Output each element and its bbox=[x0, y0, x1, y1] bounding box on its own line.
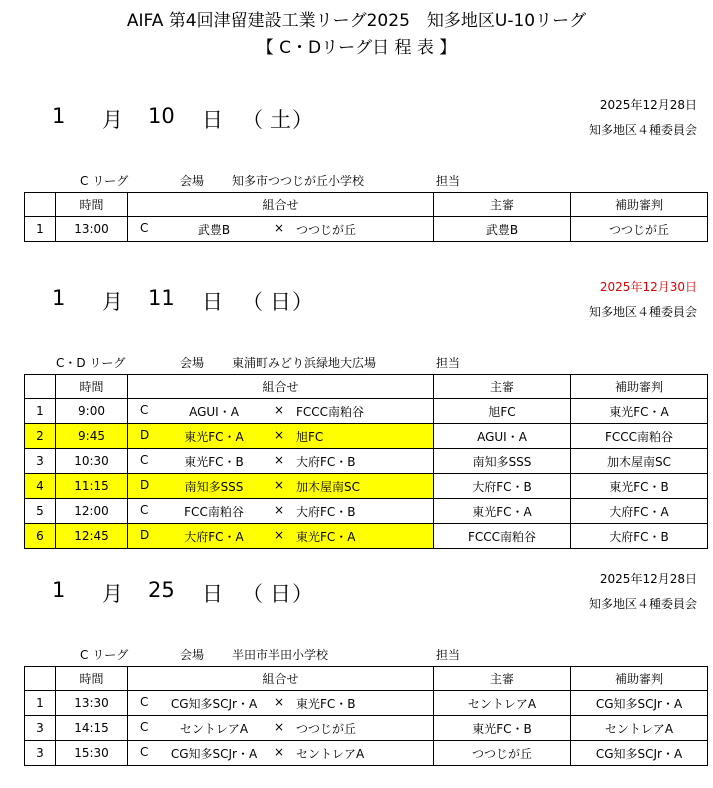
home-team: FCC南粕谷 bbox=[184, 505, 244, 519]
header-assistant: 補助審判 bbox=[571, 193, 708, 217]
header-time: 時間 bbox=[56, 193, 128, 217]
kickoff-time: 10:30 bbox=[56, 449, 128, 474]
date-open: （ bbox=[242, 582, 263, 606]
assistant-referee: つつじが丘 bbox=[571, 217, 708, 242]
referee: FCCC南粕谷 bbox=[434, 524, 571, 549]
table-row bbox=[25, 524, 708, 549]
date-month-num: 1 bbox=[52, 286, 66, 310]
away-team: つつじが丘 bbox=[296, 223, 357, 237]
issued-date: 2025年12月30日 bbox=[599, 280, 697, 294]
header-referee: 主審 bbox=[434, 193, 571, 217]
date-day-kanji: 日 bbox=[202, 582, 223, 606]
versus-mark: × bbox=[274, 453, 285, 467]
kickoff-time: 12:00 bbox=[56, 499, 128, 524]
table-row bbox=[25, 691, 708, 716]
date-heading bbox=[0, 286, 500, 316]
division: D bbox=[140, 528, 150, 542]
table-row bbox=[25, 499, 708, 524]
versus-mark: × bbox=[274, 745, 285, 759]
table-header-row bbox=[25, 667, 708, 691]
table-row bbox=[25, 217, 708, 242]
date-month-kanji: 月 bbox=[102, 582, 123, 606]
header-no bbox=[25, 667, 56, 691]
match-number: 3 bbox=[25, 716, 56, 741]
away-team: 旭FC bbox=[296, 430, 324, 444]
venue-line bbox=[0, 354, 713, 370]
venue-name: 知多市つつじが丘小学校 bbox=[232, 174, 365, 188]
date-weekday: 日 bbox=[270, 582, 291, 606]
match-pairing bbox=[128, 499, 434, 524]
versus-mark: × bbox=[274, 528, 285, 542]
match-pairing bbox=[128, 424, 434, 449]
referee: 大府FC・B bbox=[434, 474, 571, 499]
header-no bbox=[25, 193, 56, 217]
kickoff-time: 11:15 bbox=[56, 474, 128, 499]
date-close: ） bbox=[292, 290, 313, 314]
division: C bbox=[140, 745, 149, 759]
match-number: 1 bbox=[25, 399, 56, 424]
in-charge-label: 担当 bbox=[436, 174, 461, 188]
kickoff-time: 15:30 bbox=[56, 741, 128, 766]
referee: 南知多SSS bbox=[434, 449, 571, 474]
table-row bbox=[25, 716, 708, 741]
match-pairing bbox=[128, 217, 434, 242]
header-assistant: 補助審判 bbox=[571, 667, 708, 691]
committee-name: 知多地区４種委員会 bbox=[588, 305, 697, 319]
date-heading bbox=[0, 578, 500, 608]
versus-mark: × bbox=[274, 478, 285, 492]
versus-mark: × bbox=[274, 428, 285, 442]
match-pairing bbox=[128, 691, 434, 716]
division: D bbox=[140, 428, 150, 442]
date-open: （ bbox=[242, 108, 263, 132]
versus-mark: × bbox=[274, 221, 285, 235]
referee: つつじが丘 bbox=[434, 741, 571, 766]
referee: 武豊B bbox=[434, 217, 571, 242]
match-number: 4 bbox=[25, 474, 56, 499]
date-month-num: 1 bbox=[52, 578, 66, 602]
away-team: 東光FC・B bbox=[296, 697, 356, 711]
schedule-table bbox=[24, 192, 708, 242]
table-header-row bbox=[25, 375, 708, 399]
versus-mark: × bbox=[274, 720, 285, 734]
table-row bbox=[25, 399, 708, 424]
header-time: 時間 bbox=[56, 667, 128, 691]
match-number: 3 bbox=[25, 741, 56, 766]
league-name: C リーグ bbox=[80, 174, 129, 188]
assistant-referee: 加木屋南SC bbox=[571, 449, 708, 474]
away-team: FCCC南粕谷 bbox=[296, 405, 365, 419]
document-subtitle: 【 C・Dリーグ日 程 表 】 bbox=[256, 38, 457, 58]
match-pairing bbox=[128, 399, 434, 424]
away-team: 大府FC・B bbox=[296, 455, 356, 469]
kickoff-time: 9:45 bbox=[56, 424, 128, 449]
header-time: 時間 bbox=[56, 375, 128, 399]
away-team: 東光FC・A bbox=[296, 530, 356, 544]
date-close: ） bbox=[292, 108, 313, 132]
versus-mark: × bbox=[274, 695, 285, 709]
match-number: 5 bbox=[25, 499, 56, 524]
issued-date: 2025年12月28日 bbox=[599, 572, 697, 586]
header-referee: 主審 bbox=[434, 667, 571, 691]
assistant-referee: 大府FC・A bbox=[571, 499, 708, 524]
header-referee: 主審 bbox=[434, 375, 571, 399]
committee-name: 知多地区４種委員会 bbox=[588, 123, 697, 137]
table-row bbox=[25, 424, 708, 449]
header-match: 組合せ bbox=[128, 667, 434, 691]
home-team: 東光FC・A bbox=[184, 430, 244, 444]
division: C bbox=[140, 695, 149, 709]
table-row bbox=[25, 449, 708, 474]
date-weekday: 日 bbox=[270, 290, 291, 314]
date-day-kanji: 日 bbox=[202, 108, 223, 132]
away-team: 加木屋南SC bbox=[296, 480, 360, 494]
match-number: 6 bbox=[25, 524, 56, 549]
away-team: つつじが丘 bbox=[296, 722, 357, 736]
date-day-num: 11 bbox=[148, 286, 175, 310]
date-month-kanji: 月 bbox=[102, 290, 123, 314]
committee-name: 知多地区４種委員会 bbox=[588, 597, 697, 611]
venue-line bbox=[0, 646, 713, 662]
date-close: ） bbox=[292, 582, 313, 606]
kickoff-time: 14:15 bbox=[56, 716, 128, 741]
assistant-referee: FCCC南粕谷 bbox=[571, 424, 708, 449]
assistant-referee: CG知多SCJr・A bbox=[571, 741, 708, 766]
date-weekday: 土 bbox=[270, 108, 291, 132]
date-open: （ bbox=[242, 290, 263, 314]
home-team: 東光FC・B bbox=[184, 455, 244, 469]
kickoff-time: 13:30 bbox=[56, 691, 128, 716]
division: C bbox=[140, 403, 149, 417]
referee: 旭FC bbox=[434, 399, 571, 424]
home-team: 南知多SSS bbox=[184, 480, 244, 494]
match-pairing bbox=[128, 741, 434, 766]
date-day-num: 25 bbox=[148, 578, 175, 602]
venue-label: 会場 bbox=[180, 356, 205, 370]
document-title: AIFA 第4回津留建設工業リーグ2025 知多地区U-10リーグ bbox=[126, 11, 587, 31]
division: C bbox=[140, 720, 149, 734]
date-month-kanji: 月 bbox=[102, 108, 123, 132]
assistant-referee: 東光FC・A bbox=[571, 399, 708, 424]
assistant-referee: セントレアA bbox=[571, 716, 708, 741]
home-team: AGUI・A bbox=[189, 405, 239, 419]
header-assistant: 補助審判 bbox=[571, 375, 708, 399]
in-charge-label: 担当 bbox=[436, 648, 461, 662]
match-pairing bbox=[128, 716, 434, 741]
home-team: 武豊B bbox=[197, 223, 231, 237]
table-header-row bbox=[25, 193, 708, 217]
in-charge-label: 担当 bbox=[436, 356, 461, 370]
referee: 東光FC・A bbox=[434, 499, 571, 524]
match-pairing bbox=[128, 449, 434, 474]
referee: セントレアA bbox=[434, 691, 571, 716]
match-number: 3 bbox=[25, 449, 56, 474]
venue-line bbox=[0, 172, 713, 188]
date-month-num: 1 bbox=[52, 104, 66, 128]
assistant-referee: CG知多SCJr・A bbox=[571, 691, 708, 716]
league-name: C・D リーグ bbox=[56, 356, 126, 370]
schedule-table bbox=[24, 666, 708, 766]
away-team: 大府FC・B bbox=[296, 505, 356, 519]
date-heading bbox=[0, 104, 500, 134]
venue-label: 会場 bbox=[180, 174, 205, 188]
date-day-num: 10 bbox=[148, 104, 175, 128]
venue-name: 半田市半田小学校 bbox=[232, 648, 329, 662]
venue-name: 東浦町みどり浜緑地大広場 bbox=[232, 356, 377, 370]
issued-date: 2025年12月28日 bbox=[599, 98, 697, 112]
kickoff-time: 12:45 bbox=[56, 524, 128, 549]
division: D bbox=[140, 478, 150, 492]
referee: 東光FC・B bbox=[434, 716, 571, 741]
away-team: セントレアA bbox=[296, 747, 365, 761]
home-team: CG知多SCJr・A bbox=[170, 697, 258, 711]
table-row bbox=[25, 474, 708, 499]
date-day-kanji: 日 bbox=[202, 290, 223, 314]
home-team: セントレアA bbox=[179, 722, 249, 736]
match-number: 1 bbox=[25, 217, 56, 242]
versus-mark: × bbox=[274, 403, 285, 417]
division: C bbox=[140, 453, 149, 467]
header-match: 組合せ bbox=[128, 375, 434, 399]
referee: AGUI・A bbox=[434, 424, 571, 449]
versus-mark: × bbox=[274, 503, 285, 517]
assistant-referee: 大府FC・B bbox=[571, 524, 708, 549]
assistant-referee: 東光FC・B bbox=[571, 474, 708, 499]
kickoff-time: 13:00 bbox=[56, 217, 128, 242]
match-number: 2 bbox=[25, 424, 56, 449]
match-pairing bbox=[128, 524, 434, 549]
match-pairing bbox=[128, 474, 434, 499]
header-no bbox=[25, 375, 56, 399]
schedule-table bbox=[24, 374, 708, 549]
league-name: C リーグ bbox=[80, 648, 129, 662]
division: C bbox=[140, 221, 149, 235]
home-team: 大府FC・A bbox=[184, 530, 244, 544]
division: C bbox=[140, 503, 149, 517]
match-number: 1 bbox=[25, 691, 56, 716]
home-team: CG知多SCJr・A bbox=[170, 747, 258, 761]
venue-label: 会場 bbox=[180, 648, 205, 662]
header-match: 組合せ bbox=[128, 193, 434, 217]
table-row bbox=[25, 741, 708, 766]
kickoff-time: 9:00 bbox=[56, 399, 128, 424]
